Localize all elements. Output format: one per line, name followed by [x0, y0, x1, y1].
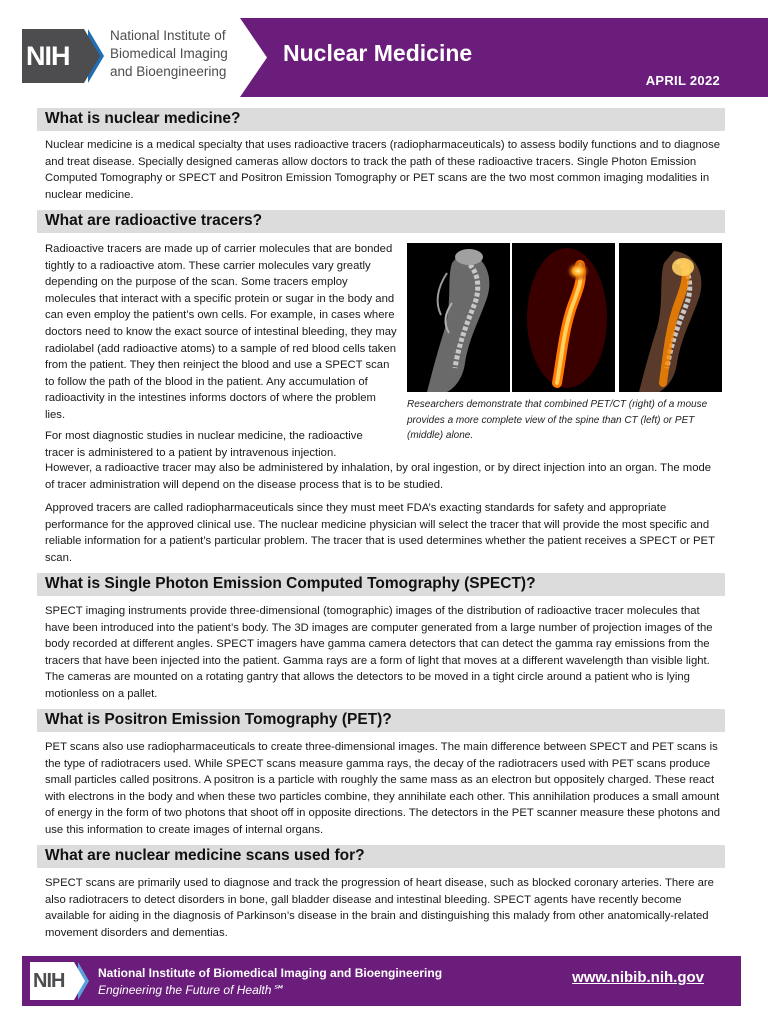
footer-banner [22, 956, 741, 1006]
ct-scan-image [407, 243, 510, 392]
section-heading-spect [37, 573, 725, 596]
footer-tagline: Engineering the Future of Health℠ [98, 983, 284, 997]
section-heading-radioactive-tracers [37, 210, 725, 233]
section-heading-text: What are nuclear medicine scans used for? [45, 847, 365, 864]
website-link[interactable]: www.nibib.nih.gov [572, 969, 704, 986]
paragraph: PET scans also use radiopharmaceuticals to create three-dimensional images. The main difference between SPECT and PET scans is the type of radiotracers used. While SPECT scans measure gamma rays, the decay of the radiotracers used with PET scans produce small particles called positrons. A positron is a particle with roughly the same mass as an electron but oppositely charged. These react with electrons in the body and when these two particles combine, they annihilate each other. This annihilation produces a small amount of energy in the form of two photons that shoot off in opposite directions. The detectors in the PET scanner measure these photons and use this information to create images of internal organs. [45, 741, 721, 836]
mouse-scan-figure [407, 243, 722, 392]
pet-scan-image [512, 243, 615, 392]
paragraph: Approved tracers are called radiopharmaceuticals since they must meet FDA’s exacting standards for safety and appropriate performance for the approved clinical use. The nuclear medicine physician will select the tracer that will provide the most specific and reliable information for a patient’s particular problem. The tracer that is used determines whether the patient receives a SPECT or PET scan. [45, 502, 715, 564]
publication-date: APRIL 2022 [645, 73, 720, 88]
section-heading-text: What is Single Photon Emission Computed Tomography (SPECT)? [45, 575, 536, 592]
section-heading-text: What is Positron Emission Tomography (PET)? [45, 711, 392, 728]
pet-ct-scan-image [619, 243, 722, 392]
paragraph: SPECT scans are primarily used to diagnose and track the progression of heart disease, such as blocked coronary arteries. There are also radiotracers to detect disorders in bone, gall bladder disease and intestinal bleeding. SPECT agents have recently become available for aiding in the diagnosis of Parkinson’s disease in the brain and distinguishing this malady from other anatomically-related movement disorders and dementias. [45, 877, 714, 939]
paragraph: Radioactive tracers are made up of carrier molecules that are bonded tightly to a radioactive atom. These carrier molecules vary greatly depending on the purpose of the scan. Some tracers employ molecules that interact with a specific protein or sugar in the body and can even employ the patient’s own cells. For example, in cases where doctors need to know the exact source of intestinal bleeding, they may radiolabel (add radioactive atoms) to a sample of red blood cells taken from the patient. They then reinject the blood and use a SPECT scan to follow the path of the blood in the patient. Any accumulation of radioactivity in the intestines informs doctors of where the problem lies. [45, 243, 397, 421]
footer-nih-logo: NIH [30, 962, 74, 1000]
paragraph: SPECT imaging instruments provide three-dimensional (tomographic) images of the distribution of radioactive tracer molecules that have been introduced into the patient’s body. The 3D images are computer generated from a large number of projection images of the body recorded at different angles. SPECT imagers have gamma camera detectors that can detect the gamma ray emissions from the tracers that have been injected into the patient. Gamma rays are a form of light that moves at a different wavelength than visible light. The cameras are mounted on a rotating gantry that allows the detectors to be moved in a tight circle around a patient who is lying motionless on a pallet. [45, 605, 713, 700]
section-heading-text: What are radioactive tracers? [45, 212, 263, 229]
section-heading-scan-uses [37, 845, 725, 868]
institute-name-line-3: and Bioengineering [110, 64, 227, 79]
paragraph: For most diagnostic studies in nuclear medicine, the radioactive tracer is administered to a patient by intravenous injection. [45, 430, 363, 459]
section-heading-nuclear-medicine [37, 108, 725, 131]
figure-caption: Researchers demonstrate that combined PET/CT (right) of a mouse provides a more complete view of the spine than CT (left) or PET (middle) alone. [407, 399, 708, 441]
page-title: Nuclear Medicine [283, 40, 473, 66]
nih-logo [22, 27, 252, 87]
institute-name-line-2: Biomedical Imaging [110, 46, 228, 61]
section-heading-text: What is nuclear medicine? [45, 110, 241, 127]
paragraph: However, a radioactive tracer may also be administered by inhalation, by oral ingestion, or by direct injection into an organ. The mode of tracer administration will depend on the disease process that is to be studied. [45, 462, 712, 491]
section-heading-pet [37, 709, 725, 732]
paragraph: Nuclear medicine is a medical specialty that uses radioactive tracers (radiopharmaceuticals) to assess bodily functions and to diagnose and treat disease. Specially designed cameras allow doctors to track the path of these radioactive tracers. Single Photon Emission Computed Tomography or SPECT and Positron Emission Tomography or PET scans are the two most common imaging modalities in nuclear medicine. [45, 139, 721, 201]
nih-logo-mark: NIH [22, 29, 84, 83]
footer-organization: National Institute of Biomedical Imaging and Bioengineering [98, 966, 443, 980]
logo-chevron [84, 29, 100, 83]
institute-name-line-1: National Institute of [110, 28, 226, 43]
institute-name [110, 27, 255, 81]
footer-logo-chevron [74, 962, 85, 1000]
